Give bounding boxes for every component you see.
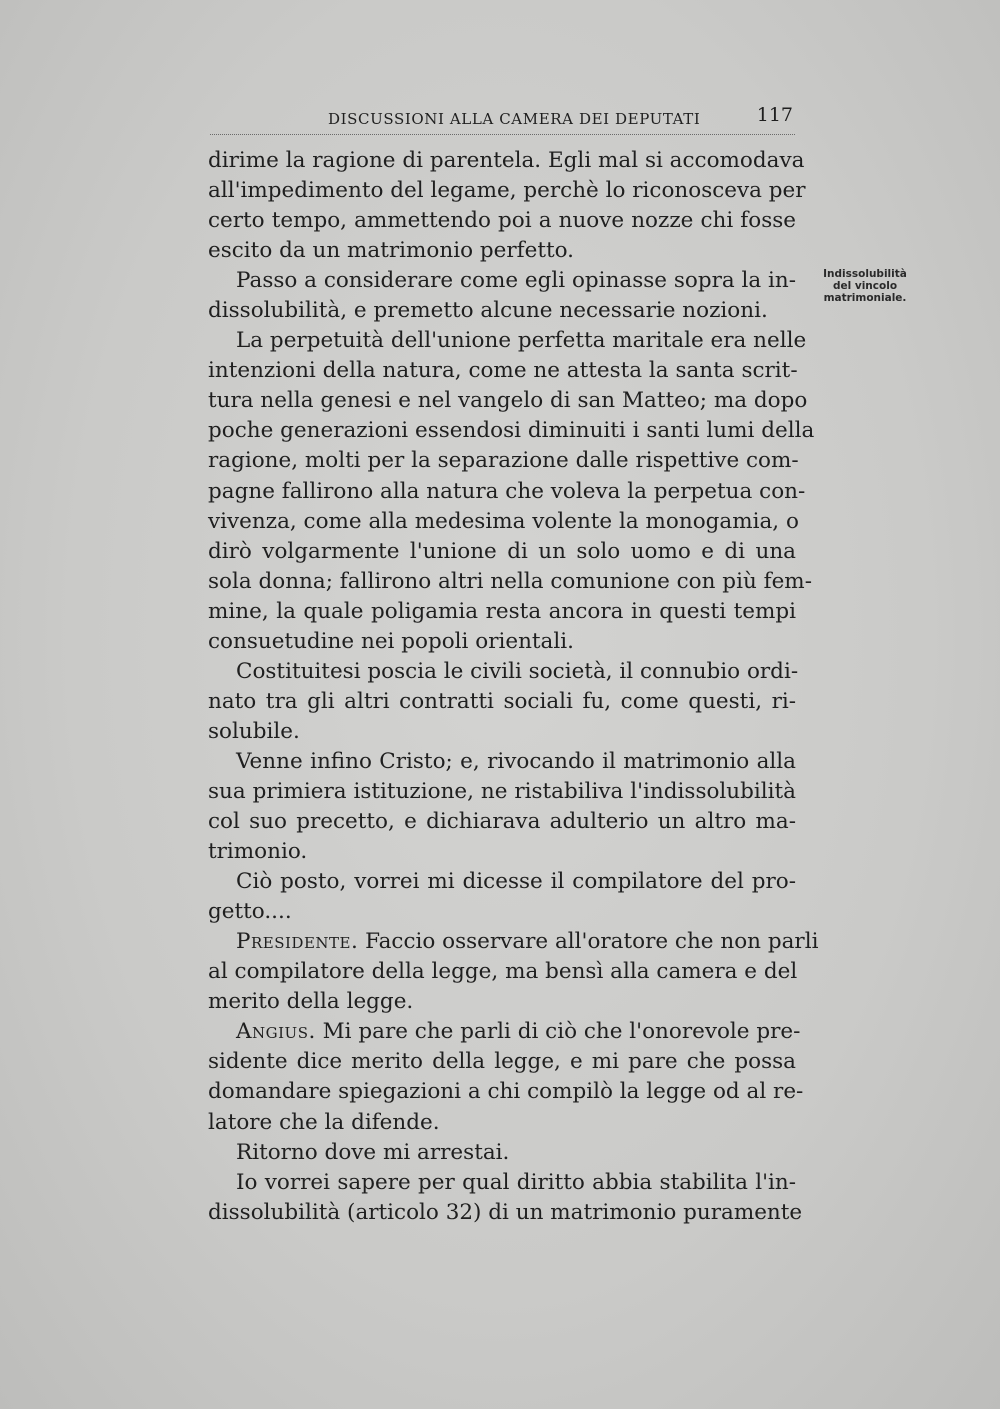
text-line: solubile.	[208, 718, 300, 744]
running-title: DISCUSSIONI ALLA CAMERA DEI DEPUTATI	[328, 110, 701, 128]
text-line: dissolubilità, e premetto alcune necessarie nozioni.	[208, 298, 768, 324]
speaker-line-angius	[208, 1017, 801, 1047]
text-line: sola donna; fallirono altri nella comunione con più fem-	[208, 568, 812, 594]
speaker-line-presidente	[208, 927, 819, 957]
running-header	[210, 100, 795, 135]
text-line: dirò volgarmente l'unione di un solo uomo e di una	[208, 538, 796, 564]
text-line: pagne fallirono alla natura che voleva la perpetua con-	[208, 478, 806, 504]
text-line: Mi pare che parli di ciò che l'onorevole pre-	[322, 1019, 801, 1045]
page-number: 117	[756, 104, 793, 126]
text-line: nato tra gli altri contratti sociali fu, come questi, ri-	[208, 688, 796, 714]
text-line: vivenza, come alla medesima volente la monogamia, o	[208, 508, 799, 534]
text-line: poche generazioni essendosi diminuiti i santi lumi della	[208, 418, 815, 444]
text-line: all'impedimento del legame, perchè lo riconosceva per	[208, 178, 806, 204]
text-line: escito da un matrimonio perfetto.	[208, 238, 574, 264]
text-line: trimonio.	[208, 839, 308, 865]
text-line: tura nella genesi e nel vangelo di san Matteo; ma dopo	[208, 388, 808, 414]
text-line: al compilatore della legge, ma bensì alla camera e del	[208, 959, 798, 985]
text-line: certo tempo, ammettendo poi a nuove nozze chi fosse	[208, 208, 796, 234]
text-line: sidente dice merito della legge, e mi pare che possa	[208, 1049, 796, 1075]
text-line: consuetudine nei popoli orientali.	[208, 628, 574, 654]
text-line: ragione, molti per la separazione dalle rispettive com-	[208, 448, 799, 474]
text-line: dirime la ragione di parentela. Egli mal si accomodava	[208, 148, 805, 173]
margin-note	[805, 268, 925, 304]
text-line: getto....	[208, 899, 292, 925]
text-line: Faccio osservare all'oratore che non parli	[365, 929, 819, 955]
text-line: Ritorno dove mi arrestai.	[236, 1139, 510, 1165]
text-line: latore che la difende.	[208, 1109, 440, 1135]
text-line: Passo a considerare come egli opinasse sopra la in-	[236, 268, 797, 294]
text-line: Costituitesi poscia le civili società, il connubio ordi-	[236, 658, 799, 684]
speaker-name-presidente: Presidente.	[236, 929, 359, 955]
text-line: domandare spiegazioni a chi compilò la legge od al re-	[208, 1079, 804, 1105]
text-line: La perpetuità dell'unione perfetta maritale era nelle	[236, 328, 807, 354]
margin-note-line: matrimoniale.	[823, 292, 907, 304]
margin-note-line: del vincolo	[832, 280, 898, 292]
text-line: intenzioni della natura, come ne attesta la santa scrit-	[208, 358, 798, 384]
body-text	[208, 146, 819, 1228]
text-line: merito della legge.	[208, 989, 414, 1015]
text-line: sua primiera istituzione, ne ristabiliva l'indissolubilità	[208, 778, 796, 804]
text-line: dissolubilità (articolo 32) di un matrimonio puramente	[208, 1199, 803, 1225]
text-line: Ciò posto, vorrei mi dicesse il compilatore del pro-	[236, 869, 796, 895]
margin-note-line: Indissolubilità	[823, 268, 907, 280]
text-line: mine, la quale poligamia resta ancora in questi tempi	[208, 598, 796, 624]
speaker-name-angius: Angius.	[236, 1019, 316, 1045]
text-line: Io vorrei sapere per qual diritto abbia stabilita l'in-	[236, 1169, 796, 1195]
text-line: Venne infino Cristo; e, rivocando il matrimonio alla	[236, 748, 796, 774]
text-line: col suo precetto, e dichiarava adulterio un altro ma-	[208, 809, 796, 835]
